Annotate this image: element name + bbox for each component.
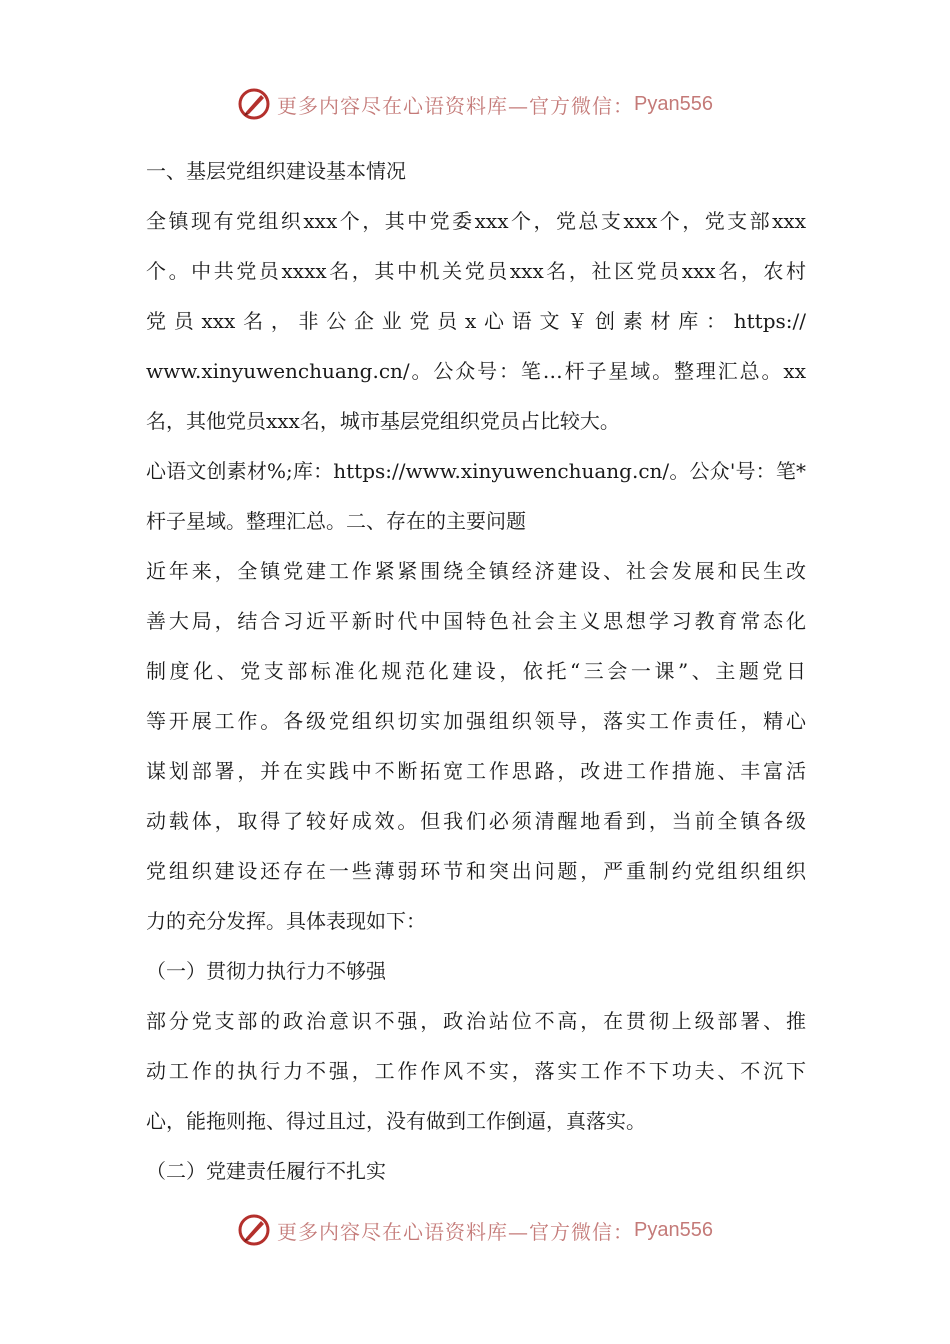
text-line: 制度化、党支部标准化规范化建设，依托“三会一课”、主题党日 bbox=[146, 659, 806, 683]
banner-text: 更多内容尽在心语资料库—官方微信： bbox=[277, 1219, 635, 1244]
banner-text: 更多内容尽在心语资料库—官方微信： bbox=[277, 93, 635, 118]
text-line: 名，其他党员xxx名，城市基层党组织党员占比较大。 bbox=[146, 409, 620, 433]
footer-watermark-banner bbox=[0, 1210, 950, 1250]
document-body bbox=[146, 146, 806, 1196]
banner-wechat-id: Pyan556 bbox=[634, 1218, 713, 1241]
subsection-heading: （二）党建责任履行不扎实 bbox=[146, 1159, 386, 1183]
text-line: 心语文创素材%;库：https://www.xinyuwenchuang.cn/。公众'号：笔* bbox=[146, 459, 806, 483]
text-line: 等开展工作。各级党组织切实加强组织领导，落实工作责任，精心 bbox=[146, 709, 806, 733]
section-heading: 一、基层党组织建设基本情况 bbox=[146, 159, 406, 183]
text-line: 近年来，全镇党建工作紧紧围绕全镇经济建设、社会发展和民生改 bbox=[146, 559, 806, 583]
text-line: 杆子星域。整理汇总。二、存在的主要问题 bbox=[146, 509, 526, 533]
text-line: 党组织建设还存在一些薄弱环节和突出问题，严重制约党组织组织 bbox=[146, 859, 806, 883]
text-line: 力的充分发挥。具体表现如下： bbox=[146, 909, 426, 933]
header-watermark-banner bbox=[0, 84, 950, 124]
pen-logo-icon bbox=[237, 1213, 271, 1247]
text-line: 党员xxx名，非公企业党员x心语文￥创素材库：https:// bbox=[146, 309, 806, 333]
text-line: 动工作的执行力不强，工作作风不实，落实工作不下功夫、不沉下 bbox=[146, 1059, 806, 1083]
text-line: 动载体，取得了较好成效。但我们必须清醒地看到，当前全镇各级 bbox=[146, 809, 806, 833]
pen-logo-icon bbox=[237, 87, 271, 121]
text-line: www.xinyuwenchuang.cn/。公众号：笔…杆子星域。整理汇总。xx bbox=[146, 359, 806, 383]
text-line: 部分党支部的政治意识不强，政治站位不高，在贯彻上级部署、推 bbox=[146, 1009, 806, 1033]
text-line: 善大局，结合习近平新时代中国特色社会主义思想学习教育常态化 bbox=[146, 609, 806, 633]
banner-wechat-id: Pyan556 bbox=[634, 92, 713, 115]
subsection-heading: （一）贯彻力执行力不够强 bbox=[146, 959, 386, 983]
text-line: 心，能拖则拖、得过且过，没有做到工作倒逼，真落实。 bbox=[146, 1109, 646, 1133]
text-line: 谋划部署，并在实践中不断拓宽工作思路，改进工作措施、丰富活 bbox=[146, 759, 806, 783]
text-line: 全镇现有党组织xxx个，其中党委xxx个，党总支xxx个，党支部xxx bbox=[146, 209, 806, 233]
text-line: 个。中共党员xxxx名，其中机关党员xxx名，社区党员xxx名，农村 bbox=[146, 259, 806, 283]
